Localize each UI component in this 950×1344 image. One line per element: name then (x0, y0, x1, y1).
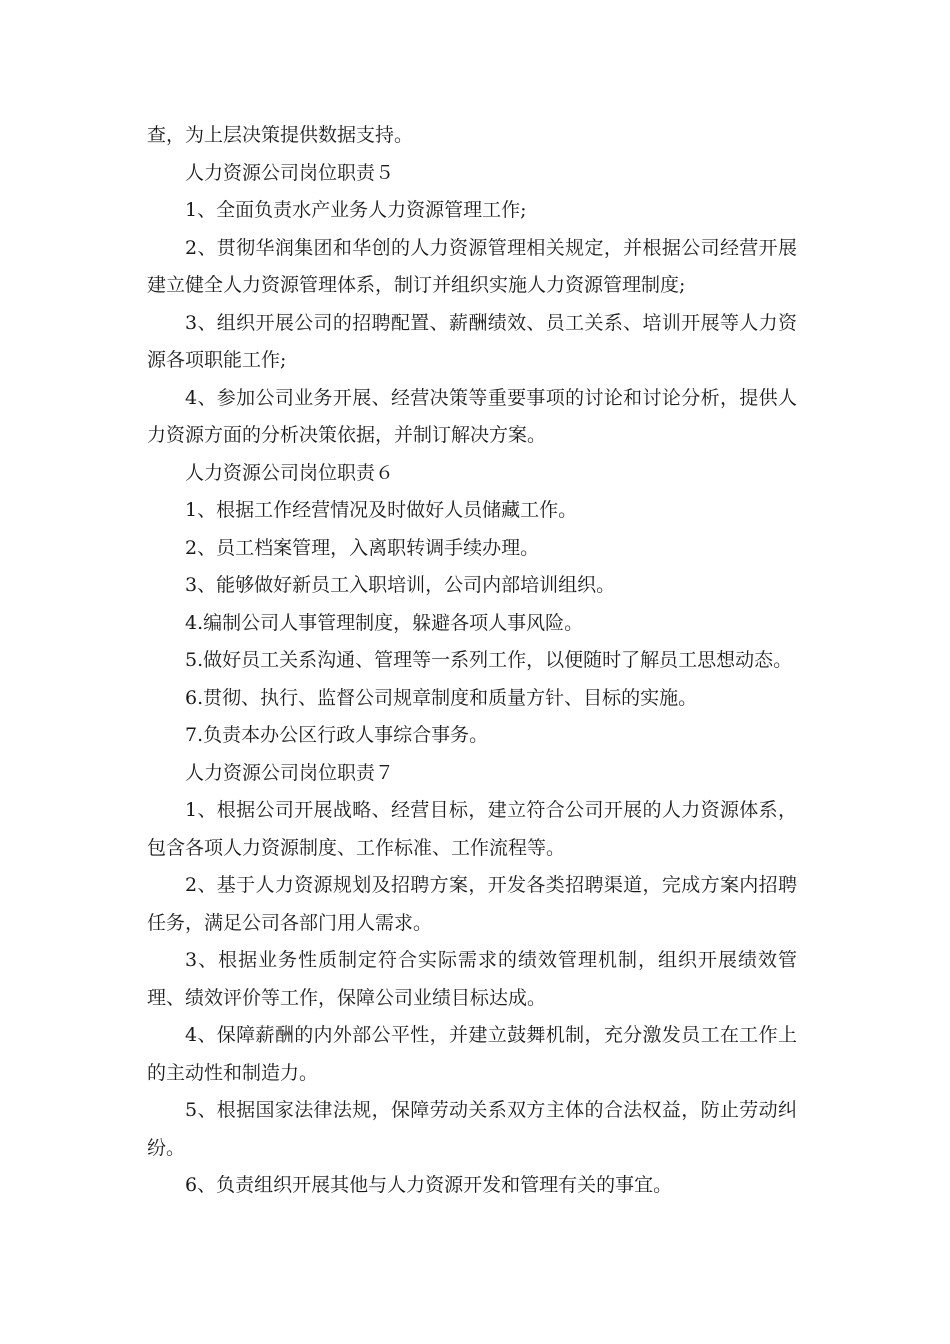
list-item: 3、根据业务性质制定符合实际需求的绩效管理机制，组织开展绩效管理、绩效评价等工作，保障公司业绩目标达成。 (147, 949, 797, 1009)
list-item: 4.编制公司人事管理制度，躲避各项人事风险。 (185, 611, 584, 634)
list-item: 6.贯彻、执行、监督公司规章制度和质量方针、目标的实施。 (185, 686, 698, 709)
section-heading-5: 人力资源公司岗位职责５ (185, 161, 395, 184)
list-item: 7.负责本办公区行政人事综合事务。 (185, 724, 489, 746)
section-heading-6: 人力资源公司岗位职责６ (185, 461, 395, 484)
list-item: 1、根据公司开展战略、经营目标，建立符合公司开展的人力资源体系，包含各项人力资源制度、工作标准、工作流程等。 (147, 799, 797, 859)
list-item: 2、贯彻华润集团和华创的人力资源管理相关规定，并根据公司经营开展建立健全人力资源管理体系，制订并组织实施人力资源管理制度; (147, 236, 797, 296)
list-item: 5.做好员工关系沟通、管理等一系列工作，以便随时了解员工思想动态。 (185, 649, 793, 671)
list-item: 4、保障薪酬的内外部公平性，并建立鼓舞机制，充分激发员工在工作上的主动性和制造力。 (147, 1024, 797, 1084)
list-item: 4、参加公司业务开展、经营决策等重要事项的讨论和讨论分析，提供人力资源方面的分析决策依据，并制订解决方案。 (147, 386, 797, 446)
list-item: 1、全面负责水产业务人力资源管理工作; (185, 199, 527, 221)
list-item: 6、负责组织开展其他与人力资源开发和管理有关的事宜。 (185, 1174, 673, 1196)
list-item: 5、根据国家法律法规，保障劳动关系双方主体的合法权益，防止劳动纠纷。 (147, 1099, 797, 1159)
list-item: 3、组织开展公司的招聘配置、薪酬绩效、员工关系、培训开展等人力资源各项职能工作; (147, 311, 797, 371)
list-item: 2、员工档案管理，入离职转调手续办理。 (185, 536, 540, 559)
section-heading-7: 人力资源公司岗位职责７ (185, 761, 395, 784)
list-item: 2、基于人力资源规划及招聘方案，开发各类招聘渠道，完成方案内招聘任务，满足公司各部门用人需求。 (147, 874, 797, 934)
paragraph-continuation: 查，为上层决策提供数据支持。 (147, 124, 414, 146)
list-item: 1、根据工作经营情况及时做好人员储藏工作。 (185, 499, 578, 521)
list-item: 3、能够做好新员工入职培训，公司内部培训组织。 (185, 574, 616, 596)
document-body (147, 117, 797, 1205)
